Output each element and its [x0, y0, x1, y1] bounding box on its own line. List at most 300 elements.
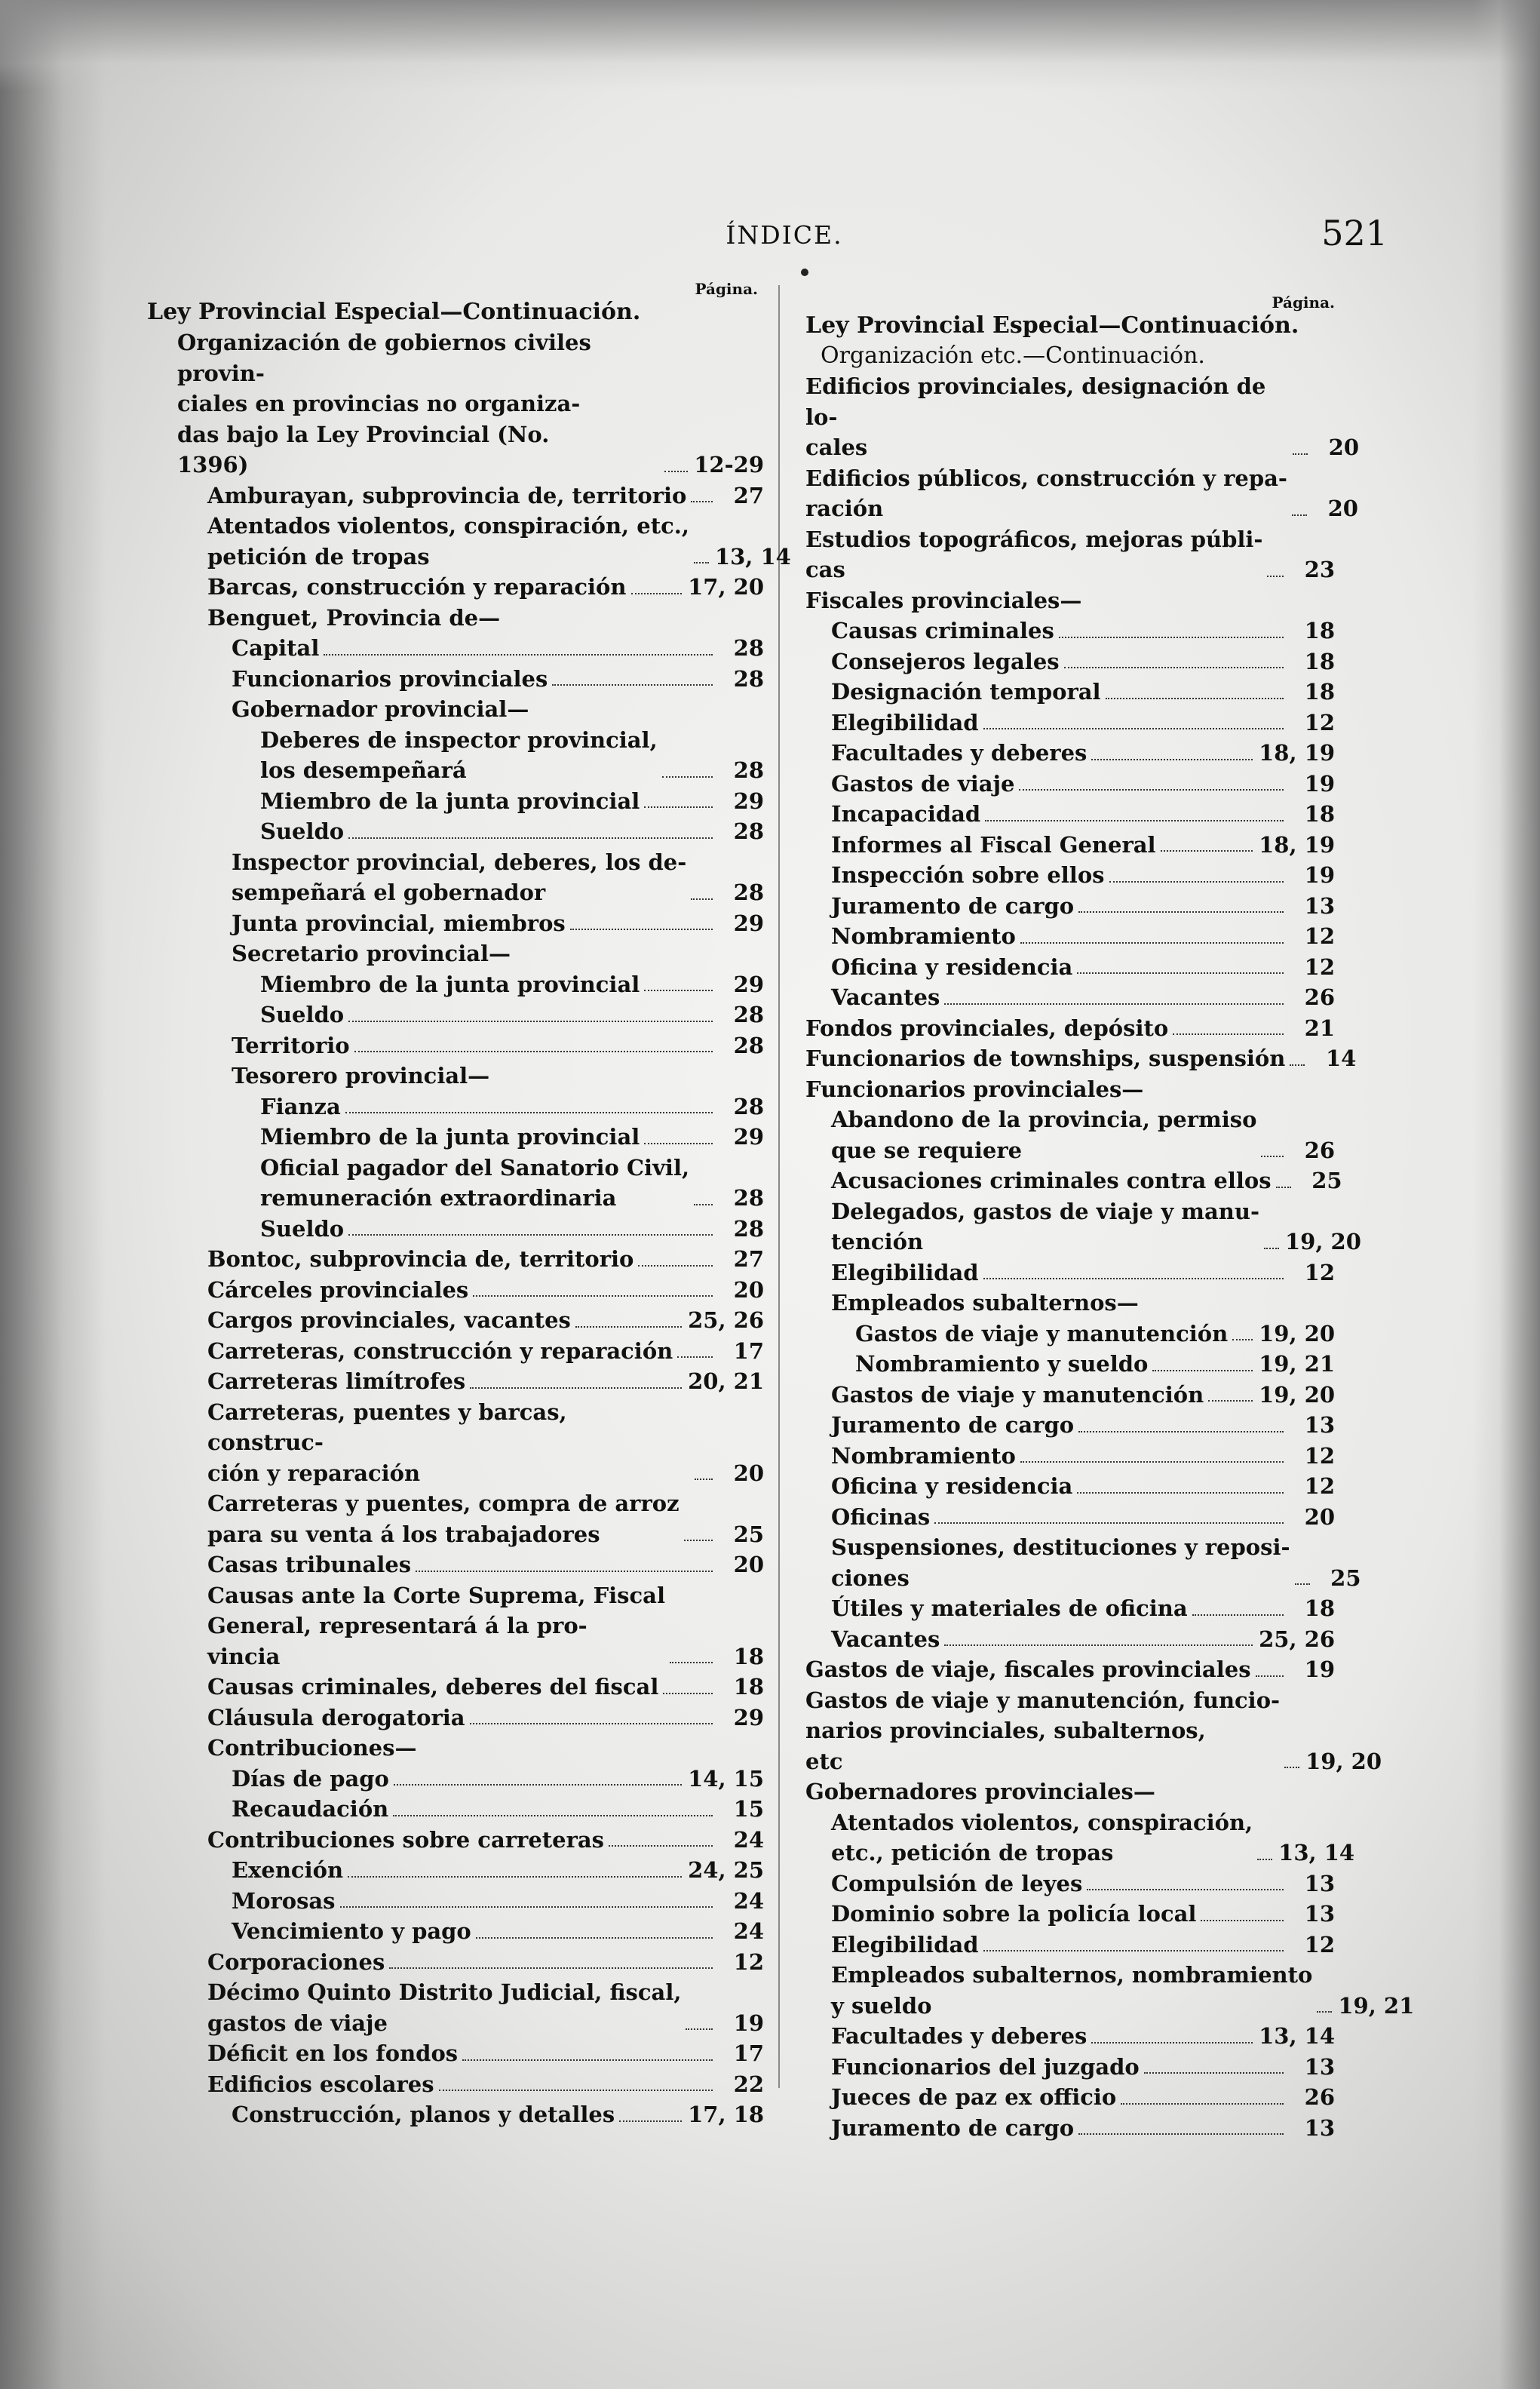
- index-entry: [805, 1502, 1335, 1533]
- index-entry-text: Vencimiento y pago: [232, 1918, 471, 1944]
- index-entry-page: 12: [1304, 923, 1335, 949]
- right-column: [805, 281, 1415, 2143]
- index-entry: [805, 1043, 1357, 1074]
- index-entry-text: Empleados subalternos—: [831, 1290, 1139, 1316]
- dot-leader: [1106, 698, 1284, 699]
- index-entry: [805, 982, 1335, 1013]
- index-entry-page: 12: [1304, 1931, 1335, 1958]
- index-entry-page: 25, 26: [688, 1307, 764, 1333]
- index-entry-page: 14: [1326, 1046, 1357, 1071]
- index-entry-text: Funcionarios de townships, suspensión: [805, 1046, 1286, 1071]
- index-entry-page: 18, 19: [1259, 831, 1335, 858]
- index-entry: [147, 633, 764, 664]
- dot-leader: [1078, 1431, 1284, 1432]
- index-entry: [147, 1061, 764, 1092]
- index-entry-text: Atentados violentos, conspiración, etc., petición de tropas: [207, 513, 689, 570]
- dot-leader: [462, 2059, 713, 2061]
- index-entry-text: Oficina y residencia: [831, 953, 1073, 980]
- index-entry-text: Carreteras y puentes, compra de arroz para su venta á los trabajadores: [207, 1491, 680, 1547]
- dot-leader: [619, 2120, 682, 2122]
- index-entry-text: Benguet, Provincia de—: [207, 604, 501, 631]
- index-entry-text: Elegibilidad: [831, 709, 979, 735]
- index-entry: [805, 799, 1335, 830]
- left-column: [147, 280, 791, 2130]
- dot-leader: [1019, 789, 1284, 791]
- index-entry-page: 20: [733, 1276, 764, 1303]
- index-entry-page: 28: [733, 1215, 764, 1242]
- index-entry: [147, 1549, 764, 1580]
- index-entry-page: 20, 21: [688, 1368, 764, 1394]
- index-entry-page: 24: [733, 1887, 764, 1914]
- dot-leader: [1292, 514, 1307, 516]
- index-entry-page: 19, 20: [1259, 1381, 1335, 1408]
- index-entry: [147, 2069, 764, 2100]
- dot-leader: [1276, 1187, 1291, 1188]
- dot-leader: [416, 1571, 713, 1572]
- index-entry-text: Suspensiones, destituciones y reposi- ciones: [831, 1534, 1290, 1591]
- dot-leader: [686, 2028, 713, 2030]
- index-entry: [147, 1153, 764, 1214]
- index-entry: [147, 969, 764, 1000]
- index-entry-page: 13, 14: [714, 543, 791, 570]
- index-entry: [147, 511, 791, 572]
- index-entry-text: Funcionarios provinciales—: [805, 1076, 1144, 1102]
- index-entry-page: 19, 20: [1284, 1229, 1361, 1254]
- index-entry-text: Décimo Quinto Distrito Judicial, fiscal, gastos de viaje: [207, 1979, 682, 2036]
- index-entry-text: Designación temporal: [831, 679, 1101, 705]
- index-entry-page: 13: [1304, 892, 1335, 919]
- index-entry: [805, 1104, 1335, 1165]
- dot-leader: [695, 1479, 713, 1480]
- dot-leader: [1295, 1583, 1310, 1585]
- dot-leader: [552, 684, 713, 686]
- index-entry-text: Acusaciones criminales contra ellos: [831, 1168, 1272, 1193]
- index-entry-page: 12: [1304, 953, 1335, 980]
- index-entry: [805, 1776, 1335, 1807]
- index-entry-page: 19, 21: [1338, 1992, 1415, 2019]
- index-entry: [805, 1960, 1415, 2021]
- index-entry-page: 28: [733, 665, 764, 692]
- index-entry: [147, 481, 764, 511]
- index-entry-page: 13, 14: [1259, 2023, 1335, 2049]
- index-entry-page: 18: [1304, 679, 1335, 705]
- index-entry-page: 25, 26: [1259, 1626, 1335, 1652]
- dot-leader: [609, 1845, 713, 1847]
- index-entry-text: Construcción, planos y detalles: [232, 2102, 615, 2127]
- dot-leader: [1020, 942, 1284, 944]
- index-entry: [147, 1672, 764, 1703]
- index-entry-page: 25: [1311, 1168, 1342, 1193]
- index-entry: [147, 1703, 764, 1733]
- index-entry-page: 28: [733, 757, 764, 783]
- dot-leader: [1208, 1400, 1253, 1402]
- dot-leader: [631, 593, 683, 594]
- dot-leader: [1144, 2072, 1284, 2074]
- index-entry-text: Morosas: [232, 1887, 336, 1914]
- index-entry-text: Deberes de inspector provincial, los desempeñará: [260, 726, 658, 783]
- index-entry-text: Miembro de la junta provincial: [260, 971, 640, 997]
- index-entry-page: 18: [733, 1643, 764, 1669]
- index-entry-page: 20: [733, 1552, 764, 1577]
- index-entry: [147, 2099, 764, 2130]
- dot-leader: [1121, 2103, 1284, 2105]
- dot-leader: [1064, 667, 1284, 668]
- dot-leader: [694, 1204, 713, 1205]
- index-entry: [147, 725, 764, 786]
- index-entry-text: Juramento de cargo: [831, 2114, 1075, 2141]
- index-entry-page: 12: [1304, 709, 1335, 735]
- index-entry-page: 12: [1304, 1259, 1335, 1285]
- index-entry: [147, 816, 764, 847]
- index-entry-page: 20: [1328, 435, 1359, 460]
- index-entry-text: Recaudación: [232, 1796, 389, 1822]
- index-entry: [805, 1196, 1361, 1257]
- index-entry: [147, 1886, 764, 1917]
- index-entry-text: Inspección sobre ellos: [831, 862, 1105, 888]
- index-entry: [805, 1899, 1335, 1930]
- index-entry: [805, 1257, 1335, 1288]
- index-entry: [147, 1122, 764, 1153]
- index-entry-text: Causas ante la Corte Suprema, Fiscal General, representará á la pro- vincia: [207, 1582, 665, 1669]
- index-entry-text: Gastos de viaje: [831, 770, 1015, 797]
- index-entry-text: Dominio sobre la policía local: [831, 1901, 1197, 1927]
- index-entry-text: Casas tribunales: [207, 1552, 412, 1577]
- dot-leader: [983, 1950, 1284, 1951]
- index-entry: [805, 677, 1335, 708]
- index-entry: [805, 1441, 1335, 1472]
- page-shadow-left: [0, 0, 106, 2389]
- dot-leader: [1261, 1156, 1284, 1157]
- index-entry-page: 19, 20: [1259, 1320, 1335, 1346]
- index-entry-text: Gobernadores provinciales—: [805, 1779, 1155, 1804]
- index-entry-text: Fiscales provinciales—: [805, 587, 1082, 613]
- index-entry-page: 29: [733, 910, 764, 936]
- index-entry: [805, 1165, 1342, 1196]
- index-entry: [147, 1855, 764, 1886]
- index-entry: [805, 2113, 1335, 2144]
- index-entry-page: 12: [733, 1948, 764, 1975]
- index-entry-page: 18, 19: [1259, 740, 1335, 766]
- index-entry: [805, 1593, 1335, 1624]
- dot-leader: [1173, 1033, 1284, 1035]
- index-entry: [805, 1532, 1361, 1593]
- index-entry-page: 14, 15: [688, 1765, 764, 1792]
- dot-leader: [983, 1278, 1284, 1279]
- index-entry-page: 28: [733, 1002, 764, 1027]
- index-entry-page: 24: [733, 1826, 764, 1853]
- dot-leader: [324, 654, 713, 656]
- dot-leader: [476, 1937, 713, 1939]
- index-entry-text: Nombramiento y sueldo: [855, 1351, 1149, 1377]
- index-entry-page: 28: [733, 1032, 764, 1058]
- dot-leader: [694, 562, 709, 563]
- index-entry: [805, 860, 1335, 891]
- index-entry-page: 25: [1330, 1565, 1361, 1591]
- index-entry: [805, 1930, 1335, 1961]
- index-entry-text: Atentados violentos, conspiración, etc., petición de tropas: [831, 1809, 1253, 1865]
- index-entry-text: Gastos de viaje y manutención: [831, 1381, 1204, 1408]
- index-entry-page: 21: [1304, 1015, 1335, 1041]
- index-entry-page: 23: [1304, 557, 1335, 582]
- dot-leader: [1293, 453, 1308, 455]
- printer-dot-mark: [801, 269, 808, 276]
- index-entry-text: Oficial pagador del Sanatorio Civil, remuneración extraordinaria: [260, 1154, 690, 1211]
- dot-leader: [1290, 1064, 1305, 1066]
- index-entry-text: Contribuciones sobre carreteras: [207, 1826, 605, 1853]
- index-entry: [147, 1733, 764, 1764]
- index-entry-page: 13: [1304, 2053, 1335, 2080]
- index-entry: [805, 830, 1335, 861]
- index-entry-text: Empleados subalternos, nombramiento y sueldo: [831, 1962, 1313, 2019]
- index-entry-page: 24: [733, 1918, 764, 1944]
- index-entry: [147, 1275, 764, 1306]
- index-entry: [147, 1092, 764, 1122]
- index-entry-text: Gastos de viaje y manutención, funcio- narios provinciales, subalternos, etc: [805, 1687, 1281, 1774]
- index-entry: [147, 1214, 764, 1245]
- index-entry-page: 20: [1327, 496, 1358, 521]
- index-entry: [805, 1074, 1335, 1105]
- index-entry: [147, 1488, 764, 1549]
- index-entry-text: Junta provincial, miembros: [232, 910, 566, 936]
- index-entry: [805, 738, 1335, 769]
- index-entry-text: Días de pago: [232, 1765, 389, 1792]
- index-entry: [147, 1947, 764, 1978]
- index-entry: [805, 952, 1335, 983]
- index-entry: [805, 2021, 1335, 2052]
- index-entry: [805, 585, 1335, 616]
- dot-leader: [570, 929, 713, 930]
- index-entry-text: Edificios escolares: [207, 2071, 434, 2097]
- dot-leader: [394, 1784, 682, 1786]
- index-entry: [805, 1654, 1335, 1685]
- index-entry-page: 19: [1304, 1657, 1335, 1682]
- index-entry: [147, 786, 764, 817]
- index-entry-text: Corporaciones: [207, 1948, 385, 1975]
- dot-leader: [1077, 1492, 1284, 1494]
- index-entry-text: Cargos provinciales, vacantes: [207, 1307, 571, 1333]
- dot-leader: [985, 820, 1284, 821]
- index-entry-text: Carreteras limítrofes: [207, 1368, 466, 1394]
- index-entry: [805, 708, 1335, 739]
- index-entry: [147, 938, 764, 969]
- dot-leader: [1091, 2042, 1253, 2044]
- index-entry-page: 18: [733, 1674, 764, 1700]
- index-entry-text: Tesorero provincial—: [232, 1063, 490, 1089]
- dot-leader: [1267, 576, 1284, 577]
- index-entry: [147, 1764, 764, 1795]
- index-entry-text: Oficina y residencia: [831, 1473, 1073, 1499]
- index-entry: [805, 1410, 1335, 1441]
- index-entry: [147, 1825, 764, 1856]
- dot-leader: [1020, 1461, 1284, 1463]
- index-entry: [147, 1366, 764, 1397]
- index-entry-page: 18: [1304, 1595, 1335, 1621]
- index-entry-text: Barcas, construcción y reparación: [207, 574, 627, 600]
- index-entry-page: 17: [733, 1337, 764, 1364]
- index-entry-text: Inspector provincial, deberes, los de- sempeñará el gobernador: [232, 849, 687, 905]
- index-entry-page: 25: [733, 1521, 764, 1547]
- index-entry-text: Consejeros legales: [831, 648, 1060, 674]
- index-entry-page: 12: [1304, 1442, 1335, 1469]
- index-entry-text: Nombramiento: [831, 1442, 1016, 1469]
- dot-leader: [473, 1295, 713, 1297]
- index-entry: [805, 1869, 1335, 1899]
- index-entry-text: Edificios públicos, construcción y repa- ración: [805, 465, 1287, 521]
- index-entry-text: Oficinas: [831, 1503, 931, 1530]
- index-entries-left: [147, 327, 791, 2130]
- dot-leader: [1078, 2133, 1284, 2135]
- index-entry: [147, 2038, 764, 2069]
- dot-leader: [348, 1021, 713, 1022]
- dot-leader: [944, 1003, 1284, 1005]
- dot-leader: [664, 471, 688, 472]
- index-entry: [147, 1305, 764, 1336]
- index-entry-text: Secretario provincial—: [232, 941, 511, 966]
- dot-leader: [348, 1234, 713, 1236]
- index-entry-page: 18: [1304, 618, 1335, 643]
- index-entry: [147, 572, 764, 603]
- index-entry-text: Causas criminales, deberes del fiscal: [207, 1674, 659, 1700]
- index-entry-text: Gastos de viaje, fiscales provinciales: [805, 1657, 1251, 1682]
- dot-leader: [983, 728, 1284, 729]
- dot-leader: [470, 1387, 682, 1389]
- index-entry-page: 19, 21: [1259, 1351, 1335, 1377]
- index-entry: [147, 1336, 764, 1367]
- index-entry-text: Vacantes: [831, 1626, 940, 1652]
- index-entry-page: 28: [733, 818, 764, 844]
- index-entry: [147, 1000, 764, 1030]
- dot-leader: [1257, 1859, 1272, 1860]
- dot-leader: [662, 776, 713, 778]
- index-entry: [805, 1685, 1382, 1777]
- dot-leader: [1192, 1614, 1284, 1616]
- index-entry-text: Carreteras, construcción y reparación: [207, 1337, 673, 1364]
- dot-leader: [663, 1693, 713, 1694]
- index-entry-page: 15: [733, 1796, 764, 1822]
- index-entry-text: Incapacidad: [831, 801, 981, 827]
- dot-leader: [691, 501, 713, 502]
- dot-leader: [470, 1723, 713, 1724]
- pagina-label: Página.: [695, 280, 758, 298]
- dot-leader: [644, 990, 713, 991]
- index-entry-page: 13, 14: [1278, 1840, 1355, 1865]
- index-entry-page: 28: [733, 1093, 764, 1119]
- index-entry: [147, 908, 764, 939]
- index-entry: [147, 327, 764, 481]
- index-entry-text: Gastos de viaje y manutención: [855, 1320, 1229, 1346]
- dot-leader: [1152, 1370, 1253, 1371]
- index-entry-page: 13: [1304, 1901, 1335, 1927]
- index-entry: [147, 694, 764, 725]
- index-entry-text: Contribuciones—: [207, 1735, 417, 1761]
- column-heading: Ley Provincial Especial—Continuación.: [147, 299, 641, 325]
- index-entry-page: 19: [1304, 770, 1335, 797]
- index-entry: [805, 463, 1358, 524]
- index-entry-page: 28: [733, 880, 764, 905]
- index-entry-page: 13: [1304, 1412, 1335, 1438]
- index-entry-page: 26: [1304, 1137, 1335, 1163]
- index-entries-right: [805, 371, 1415, 2143]
- index-entry-page: 13: [1304, 2114, 1335, 2141]
- index-entry: [147, 664, 764, 695]
- dot-leader: [389, 1967, 713, 1969]
- index-entry-page: 19: [1304, 862, 1335, 888]
- index-entry-text: Edificios provinciales, designación de lo- cales: [805, 373, 1266, 460]
- dot-leader: [1078, 911, 1284, 913]
- index-entry-page: 12-29: [694, 452, 764, 477]
- index-entry-text: Elegibilidad: [831, 1259, 979, 1285]
- index-entry-text: Miembro de la junta provincial: [260, 788, 640, 814]
- dot-leader: [348, 837, 713, 839]
- index-entry: [147, 1794, 764, 1825]
- index-entry-text: Estudios topográficos, mejoras públi- cas: [805, 526, 1263, 582]
- index-entry: [805, 1380, 1335, 1411]
- index-entry-page: 20: [1304, 1503, 1335, 1530]
- index-entry-text: Sueldo: [260, 1215, 345, 1242]
- index-entry-page: 12: [1304, 1473, 1335, 1499]
- index-entry-page: 19: [733, 2010, 764, 2036]
- index-entry-page: 28: [733, 1185, 764, 1211]
- dot-leader: [638, 1265, 713, 1267]
- index-entry-page: 24, 25: [688, 1857, 764, 1883]
- index-entry-page: 17, 18: [688, 2102, 764, 2127]
- index-entry-page: 20: [733, 1460, 764, 1486]
- index-entry: [805, 1013, 1335, 1044]
- index-entry-text: Nombramiento: [831, 923, 1016, 949]
- index-entry: [805, 1319, 1335, 1350]
- index-entry: [805, 1349, 1335, 1380]
- page-shadow-right: [1472, 0, 1540, 2389]
- page-number: 521: [1321, 213, 1388, 253]
- index-entry-text: Organización de gobiernos civiles provin- ciales en provincias no organiza- das bajo la Ley Provincial (No. 1396): [177, 330, 591, 477]
- index-entry: [805, 2082, 1335, 2113]
- index-entry: [147, 1244, 764, 1275]
- index-entry-page: 18: [1304, 801, 1335, 827]
- index-entry-text: Funcionarios del juzgado: [831, 2053, 1140, 2080]
- dot-leader: [644, 806, 713, 808]
- dot-leader: [1256, 1675, 1284, 1677]
- index-entry-page: 29: [733, 788, 764, 814]
- index-entry-page: 13: [1304, 1870, 1335, 1896]
- index-entry-text: Cláusula derogatoria: [207, 1704, 465, 1730]
- running-title: ÍNDICE.: [726, 220, 843, 250]
- index-entry: [805, 1471, 1335, 1502]
- dot-leader: [1087, 1889, 1284, 1890]
- index-entry-text: Territorio: [232, 1032, 350, 1058]
- dot-leader: [944, 1644, 1253, 1646]
- index-entry-text: Facultades y deberes: [831, 2023, 1088, 2049]
- dot-leader: [1161, 850, 1253, 852]
- index-entry-page: 19, 20: [1305, 1748, 1382, 1774]
- dot-leader: [439, 2090, 713, 2091]
- index-entry: [805, 524, 1335, 585]
- dot-leader: [1264, 1248, 1279, 1249]
- dot-leader: [1077, 972, 1284, 974]
- index-entry: [805, 2052, 1335, 2083]
- index-entry-page: 27: [733, 1246, 764, 1272]
- dot-leader: [1091, 759, 1253, 760]
- dot-leader: [677, 1356, 713, 1358]
- index-entry-text: Juramento de cargo: [831, 1412, 1075, 1438]
- dot-leader: [1232, 1339, 1253, 1340]
- column-heading: Ley Provincial Especial—Continuación.: [805, 312, 1299, 339]
- index-entry: [147, 1977, 764, 2038]
- index-entry-text: Vacantes: [831, 984, 940, 1010]
- index-entry-page: 26: [1304, 2084, 1335, 2110]
- index-entry-page: 18: [1304, 648, 1335, 674]
- column-subheading: Organización etc.—Continuación.: [821, 342, 1205, 369]
- dot-leader: [1317, 2011, 1332, 2013]
